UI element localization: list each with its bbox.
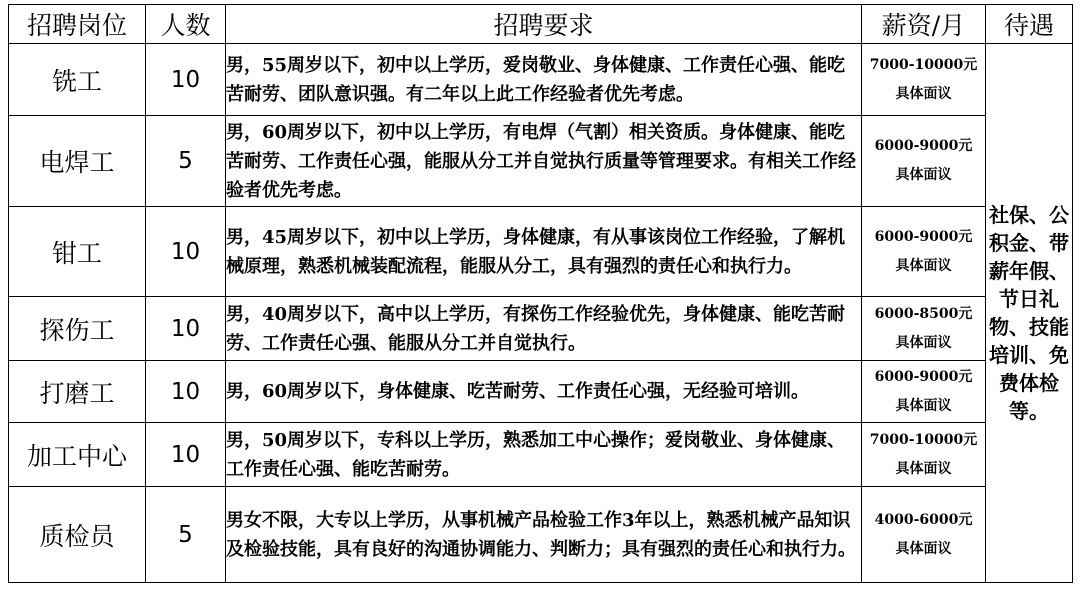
position-cell: 钳工 xyxy=(9,207,146,297)
position-cell: 质检员 xyxy=(9,487,146,583)
position-cell: 电焊工 xyxy=(9,116,146,207)
salary-range: 6000-8500元 xyxy=(874,305,973,322)
table-row xyxy=(9,297,1073,361)
count-cell: 10 xyxy=(146,44,226,116)
table-header-row xyxy=(9,5,1073,44)
salary-note: 具体面议 xyxy=(895,85,952,102)
position-cell: 铣工 xyxy=(9,44,146,116)
requirements-cell: 男女不限，大专以上学历，从事机械产品检验工作3年以上，熟悉机械产品知识及检验技能，具有良好的沟通协调能力、判断力；具有强烈的责任心和执行力。 xyxy=(226,487,862,583)
salary-note: 具体面议 xyxy=(895,397,952,414)
salary-cell xyxy=(862,116,986,207)
salary-note: 具体面议 xyxy=(895,334,952,351)
count-cell: 10 xyxy=(146,297,226,361)
benefits-cell: 社保、公积金、带薪年假、节日礼物、技能培训、免费体检等。 xyxy=(986,44,1073,583)
salary-range: 7000-10000元 xyxy=(869,56,978,73)
salary-cell xyxy=(862,487,986,583)
header-position: 招聘岗位 xyxy=(9,5,146,44)
table-row xyxy=(9,487,1073,583)
table-row xyxy=(9,116,1073,207)
header-requirements: 招聘要求 xyxy=(226,5,862,44)
salary-range: 4000-6000元 xyxy=(874,511,973,528)
count-cell: 10 xyxy=(146,207,226,297)
salary-cell xyxy=(862,361,986,423)
table-row xyxy=(9,361,1073,423)
salary-cell xyxy=(862,423,986,487)
requirements-cell: 男，45周岁以下，初中以上学历，身体健康，有从事该岗位工作经验，了解机械原理，熟悉机械装配流程，能服从分工，具有强烈的责任心和执行力。 xyxy=(226,207,862,297)
table-row xyxy=(9,207,1073,297)
header-count: 人数 xyxy=(146,5,226,44)
salary-range: 7000-10000元 xyxy=(869,431,978,448)
position-cell: 探伤工 xyxy=(9,297,146,361)
position-cell: 加工中心 xyxy=(9,423,146,487)
count-cell: 5 xyxy=(146,116,226,207)
requirements-cell: 男，50周岁以下，专科以上学历，熟悉加工中心操作；爱岗敬业、身体健康、工作责任心强、能吃苦耐劳。 xyxy=(226,423,862,487)
salary-note: 具体面议 xyxy=(895,257,952,274)
requirements-cell: 男，55周岁以下，初中以上学历，爱岗敬业、身体健康、工作责任心强、能吃苦耐劳、团队意识强。有二年以上此工作经验者优先考虑。 xyxy=(226,44,862,116)
salary-range: 6000-9000元 xyxy=(874,138,973,154)
table-row xyxy=(9,44,1073,116)
salary-cell xyxy=(862,297,986,361)
salary-cell xyxy=(862,207,986,297)
requirements-cell: 男，60周岁以下，身体健康、吃苦耐劳、工作责任心强，无经验可培训。 xyxy=(226,361,862,423)
salary-cell xyxy=(862,44,986,116)
salary-note: 具体面议 xyxy=(895,460,952,477)
count-cell: 5 xyxy=(146,487,226,583)
salary-range: 6000-9000元 xyxy=(874,228,973,245)
salary-note: 具体面议 xyxy=(895,540,952,557)
count-cell: 10 xyxy=(146,361,226,423)
requirements-cell: 男，40周岁以下，高中以上学历，有探伤工作经验优先，身体健康、能吃苦耐劳、工作责任心强、能服从分工并自觉执行。 xyxy=(226,297,862,361)
requirements-cell: 男，60周岁以下，初中以上学历，有电焊（气割）相关资质。身体健康、能吃苦耐劳、工作责任心强，能服从分工并自觉执行质量等管理要求。有相关工作经验者优先考虑。 xyxy=(226,116,862,207)
header-salary: 薪资/月 xyxy=(862,5,986,44)
salary-range: 6000-9000元 xyxy=(874,368,973,385)
header-benefits: 待遇 xyxy=(986,5,1073,44)
table-row xyxy=(9,423,1073,487)
position-cell: 打磨工 xyxy=(9,361,146,423)
recruitment-table xyxy=(8,4,1073,583)
salary-note: 具体面议 xyxy=(895,167,952,183)
count-cell: 10 xyxy=(146,423,226,487)
